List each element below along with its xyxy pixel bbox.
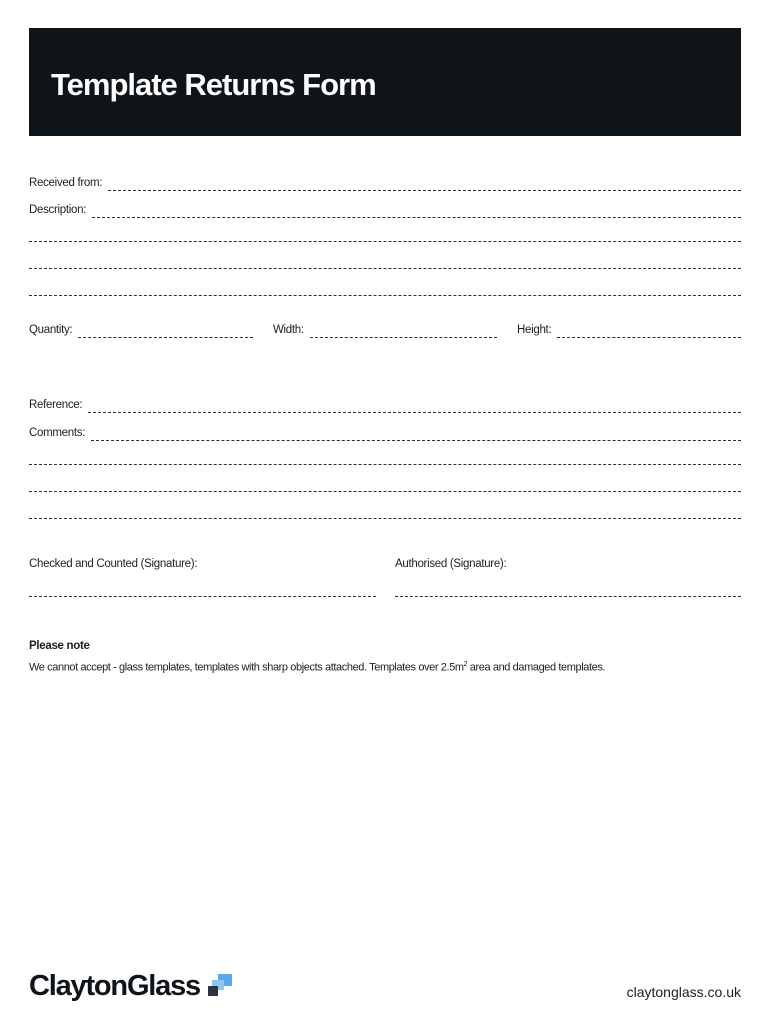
height-field[interactable] bbox=[557, 325, 741, 338]
description-field[interactable] bbox=[92, 205, 741, 218]
logo-text: ClaytonGlass bbox=[29, 969, 200, 1002]
note-title: Please note bbox=[29, 640, 90, 652]
dimensions-row bbox=[29, 322, 741, 338]
quantity-field[interactable] bbox=[78, 325, 253, 338]
received-from-label: Received from: bbox=[29, 177, 103, 189]
description-line-4[interactable] bbox=[29, 295, 741, 296]
comments-row bbox=[29, 425, 741, 441]
received-from-field[interactable] bbox=[108, 178, 741, 191]
width-group bbox=[273, 324, 497, 338]
received-from-row bbox=[29, 175, 741, 191]
brand-logo bbox=[29, 966, 234, 1006]
description-line-2[interactable] bbox=[29, 241, 741, 242]
width-field[interactable] bbox=[310, 325, 497, 338]
note-text bbox=[29, 661, 605, 674]
authorised-signature-field[interactable] bbox=[395, 596, 741, 597]
quantity-label: Quantity: bbox=[29, 324, 73, 336]
quantity-group bbox=[29, 324, 253, 338]
logo-mark-icon bbox=[206, 972, 234, 1000]
authorised-signature-label: Authorised (Signature): bbox=[395, 558, 507, 570]
note-text-end: area and damaged templates. bbox=[467, 661, 606, 674]
description-line-3[interactable] bbox=[29, 268, 741, 269]
note-superscript: 2 bbox=[463, 661, 468, 668]
note-text-main: We cannot accept - glass templates, templates with sharp objects attached. Templates over 2.5m bbox=[29, 661, 464, 674]
checked-signature-label: Checked and Counted (Signature): bbox=[29, 558, 198, 570]
height-group bbox=[517, 324, 741, 338]
reference-label: Reference: bbox=[29, 399, 83, 411]
width-label: Width: bbox=[273, 324, 304, 336]
comments-label: Comments: bbox=[29, 427, 86, 439]
comments-line-3[interactable] bbox=[29, 491, 741, 492]
form-header bbox=[29, 28, 741, 136]
comments-field[interactable] bbox=[91, 428, 741, 441]
page-title: Template Returns Form bbox=[51, 67, 376, 102]
description-row bbox=[29, 202, 741, 218]
comments-line-4[interactable] bbox=[29, 518, 741, 519]
description-label: Description: bbox=[29, 204, 87, 216]
height-label: Height: bbox=[517, 324, 552, 336]
reference-field[interactable] bbox=[88, 400, 741, 413]
website-link[interactable]: claytonglass.co.uk bbox=[626, 984, 741, 1000]
checked-signature-field[interactable] bbox=[29, 596, 376, 597]
reference-row bbox=[29, 397, 741, 413]
comments-line-2[interactable] bbox=[29, 464, 741, 465]
